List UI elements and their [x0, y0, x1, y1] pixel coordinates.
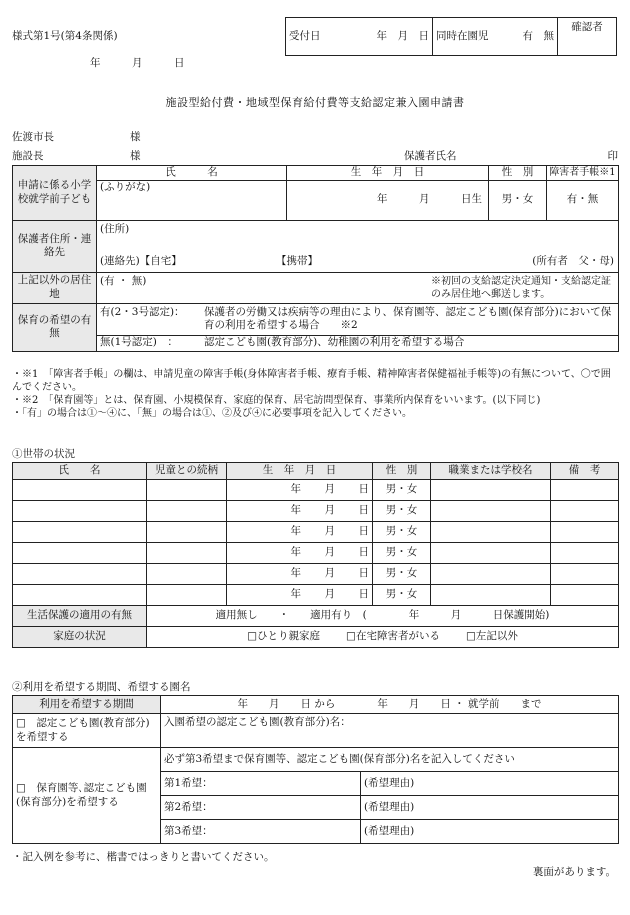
care-yes-option[interactable]: 有(2・3号認定)： 保護者の労働又は疾病等の理由により、保育園等、認定こども園(保育部分)において保育の利用を希望する場合 ※2	[97, 303, 619, 335]
family-option-disabled[interactable]: □在宅障害者がいる	[346, 630, 440, 643]
hh-sex-value: 男・女	[385, 504, 418, 517]
hh-job-cell[interactable]	[431, 522, 551, 543]
hh-relation-header: 児童との続柄	[147, 463, 227, 480]
hh-remarks-cell[interactable]	[551, 501, 619, 522]
hh-birth-day: 日	[358, 567, 369, 580]
birth-header: 生 年 月 日	[287, 166, 489, 181]
hh-name-cell[interactable]	[13, 564, 147, 585]
hh-birth-month: 月	[324, 588, 335, 601]
residence-choice: (有 ・ 無)	[100, 274, 147, 287]
note-2: ・※2 「保育園等」とは、保育園、小規模保育、家庭的保育、居宅訪問型保育、事業所内保育をいいます。(以下同じ)	[12, 395, 541, 406]
hh-sex-value: 男・女	[385, 546, 418, 559]
receipt-box	[285, 17, 617, 56]
hh-birth-month: 月	[324, 504, 335, 517]
director-line: 施設長 様 保護者氏名 印	[12, 150, 618, 162]
welfare-field[interactable]: 適用無し ・ 適用有り ( 年 月 日保護開始)	[147, 606, 619, 627]
hh-sex-cell[interactable]	[373, 585, 431, 606]
care-no-option[interactable]: 無(1号認定) ： 認定こども園(教育部分)、幼稚園の利用を希望する場合	[97, 335, 619, 351]
hh-birth-year: 年	[290, 567, 301, 580]
confirmer-cell[interactable]: 確認者	[558, 18, 617, 56]
household-row	[13, 522, 619, 543]
note-1: ・※1 「障害者手帳」の欄は、申請児童の障害手帳(身体障害者手帳、療育手帳、精神障害者保健福祉手帳等)の有無について、〇で囲んでください。	[12, 369, 611, 393]
household-table	[12, 462, 619, 648]
household-title: ①世帯の状況	[12, 448, 75, 460]
edu-option[interactable]: □ 認定こども園(教育部分)を希望する	[13, 714, 161, 748]
child-disability-field[interactable]: 有・無	[547, 180, 619, 220]
hh-sex-cell[interactable]	[373, 564, 431, 585]
hh-birth-month: 月	[324, 525, 335, 538]
hh-birth-month: 月	[324, 483, 335, 496]
footer-back: 裏面があります。	[532, 866, 616, 878]
family-option-other[interactable]: □左記以外	[465, 630, 518, 643]
household-row	[13, 501, 619, 522]
household-row	[13, 564, 619, 585]
hh-birth-month: 月	[324, 567, 335, 580]
edu-name-field[interactable]: 入園希望の認定こども園(教育部分)名：	[161, 714, 619, 748]
hh-sex-cell[interactable]	[373, 522, 431, 543]
wish-3-reason[interactable]: (希望理由)	[361, 820, 619, 844]
welfare-label: 生活保護の適用の有無	[13, 606, 147, 627]
form-number: 様式第1号(第4条関係)	[12, 30, 118, 42]
footer-note: ・記入例を参考に、楷書ではっきりと書いてください。	[12, 851, 275, 863]
receipt-cell[interactable]: 受付日 年 月 日	[286, 18, 433, 56]
residence-field[interactable]	[97, 272, 619, 303]
hh-remarks-cell[interactable]	[551, 543, 619, 564]
hh-relation-cell[interactable]	[147, 543, 227, 564]
hh-birth-cell[interactable]	[227, 522, 373, 543]
hh-sex-header: 性 別	[373, 463, 431, 480]
hh-birth-year: 年	[290, 546, 301, 559]
note-3: ・「有」の場合は①～④に、「無」の場合は①、②及び④に必要事項を記入してください。	[12, 408, 412, 419]
hh-birth-header: 生 年 月 日	[227, 463, 373, 480]
household-row	[13, 543, 619, 564]
hh-sex-value: 男・女	[385, 588, 418, 601]
hh-job-cell[interactable]	[431, 585, 551, 606]
hh-birth-year: 年	[290, 525, 301, 538]
household-row	[13, 480, 619, 501]
child-sex-field[interactable]: 男・女	[489, 180, 547, 220]
hh-relation-cell[interactable]	[147, 522, 227, 543]
care-wish-section-label: 保育の希望の有無	[13, 303, 97, 351]
hh-birth-day: 日	[358, 504, 369, 517]
hh-birth-month: 月	[324, 546, 335, 559]
child-section-label: 申請に係る小学校就学前子ども	[13, 166, 97, 221]
period-table	[12, 695, 619, 844]
wish-3-name[interactable]: 第3希望：	[161, 820, 361, 844]
hh-birth-cell[interactable]	[227, 585, 373, 606]
form-title: 施設型給付費・地域型保育給付費等支給認定兼入園申請書	[165, 96, 465, 109]
name-header: 氏 名	[97, 166, 287, 181]
wish-1-reason[interactable]: (希望理由)	[361, 772, 619, 796]
owner-label: (所有者 父・母)	[532, 255, 614, 267]
period-label: 利用を希望する期間	[13, 696, 161, 714]
child-name-field[interactable]: (ふりがな)	[97, 180, 287, 220]
hh-remarks-cell[interactable]	[551, 564, 619, 585]
hh-birth-year: 年	[290, 588, 301, 601]
hh-sex-cell[interactable]	[373, 480, 431, 501]
hh-birth-year: 年	[290, 504, 301, 517]
hh-job-cell[interactable]	[431, 564, 551, 585]
mobile-label: 【携帯】	[276, 255, 318, 267]
hh-remarks-cell[interactable]	[551, 522, 619, 543]
sex-header: 性 別	[489, 166, 547, 181]
residence-note: ※初回の支給認定決定通知・支給認定証のみ居住地へ郵送します。	[431, 275, 611, 300]
hh-name-cell[interactable]	[13, 543, 147, 564]
hh-job-cell[interactable]	[431, 480, 551, 501]
hh-sex-cell[interactable]	[373, 501, 431, 522]
mayor-line: 佐渡市長 様	[12, 131, 141, 143]
wish-1-name[interactable]: 第1希望：	[161, 772, 361, 796]
guardian-name-label: 保護者氏名	[404, 150, 457, 162]
seal-label: 印	[607, 150, 618, 162]
hh-birth-day: 日	[358, 483, 369, 496]
hh-name-cell[interactable]	[13, 480, 147, 501]
guardian-address-field[interactable]: (住所) (連絡先)【自宅】 【携帯】 (所有者 父・母)	[97, 220, 619, 272]
hh-job-header: 職業または学校名	[431, 463, 551, 480]
hh-relation-cell[interactable]	[147, 585, 227, 606]
household-row	[13, 585, 619, 606]
family-status-field[interactable]	[147, 627, 619, 648]
hh-birth-cell[interactable]	[227, 564, 373, 585]
notes-block	[12, 368, 620, 420]
hh-sex-value: 男・女	[385, 567, 418, 580]
hh-name-cell[interactable]	[13, 522, 147, 543]
child-birth-field[interactable]: 年 月 日生	[287, 180, 489, 220]
hh-birth-cell[interactable]	[227, 480, 373, 501]
hh-remarks-cell[interactable]	[551, 480, 619, 501]
hh-sex-cell[interactable]	[373, 543, 431, 564]
hh-relation-cell[interactable]	[147, 501, 227, 522]
hh-birth-year: 年	[290, 483, 301, 496]
family-status-label: 家庭の状況	[13, 627, 147, 648]
hh-birth-cell[interactable]	[227, 543, 373, 564]
hh-remarks-header: 備 考	[551, 463, 619, 480]
applicant-table	[12, 165, 619, 352]
home-phone-label: (連絡先)【自宅】	[100, 255, 182, 267]
hh-birth-day: 日	[358, 546, 369, 559]
hh-name-header: 氏 名	[13, 463, 147, 480]
wish-2-name[interactable]: 第2希望：	[161, 796, 361, 820]
hh-name-cell[interactable]	[13, 585, 147, 606]
care-option[interactable]: □ 保育園等､認定こども園(保育部分)を希望する	[13, 748, 161, 844]
hh-relation-cell[interactable]	[147, 564, 227, 585]
period-field[interactable]: 年 月 日 から 年 月 日 ・ 就学前 まで	[161, 696, 619, 714]
hh-birth-cell[interactable]	[227, 501, 373, 522]
wish-2-reason[interactable]: (希望理由)	[361, 796, 619, 820]
family-option-single[interactable]: □ひとり親家庭	[247, 630, 321, 643]
care-instruction: 必ず第3希望まで保育園等、認定こども園(保育部分)名を記入してください	[161, 748, 619, 772]
period-title: ②利用を希望する期間、希望する園名	[12, 681, 191, 693]
hh-sex-value: 男・女	[385, 483, 418, 496]
hh-sex-value: 男・女	[385, 525, 418, 538]
hh-job-cell[interactable]	[431, 543, 551, 564]
hh-job-cell[interactable]	[431, 501, 551, 522]
submission-date: 年 月 日	[90, 57, 185, 69]
sibling-cell[interactable]: 同時在園児 有 無	[433, 18, 558, 56]
hh-relation-cell[interactable]	[147, 480, 227, 501]
guardian-section-label: 保護者住所・連絡先	[13, 220, 97, 272]
disability-header: 障害者手帳※1	[547, 166, 619, 181]
residence-section-label: 上記以外の居住地	[13, 272, 97, 303]
hh-remarks-cell[interactable]	[551, 585, 619, 606]
hh-birth-day: 日	[358, 525, 369, 538]
hh-birth-day: 日	[358, 588, 369, 601]
hh-name-cell[interactable]	[13, 501, 147, 522]
